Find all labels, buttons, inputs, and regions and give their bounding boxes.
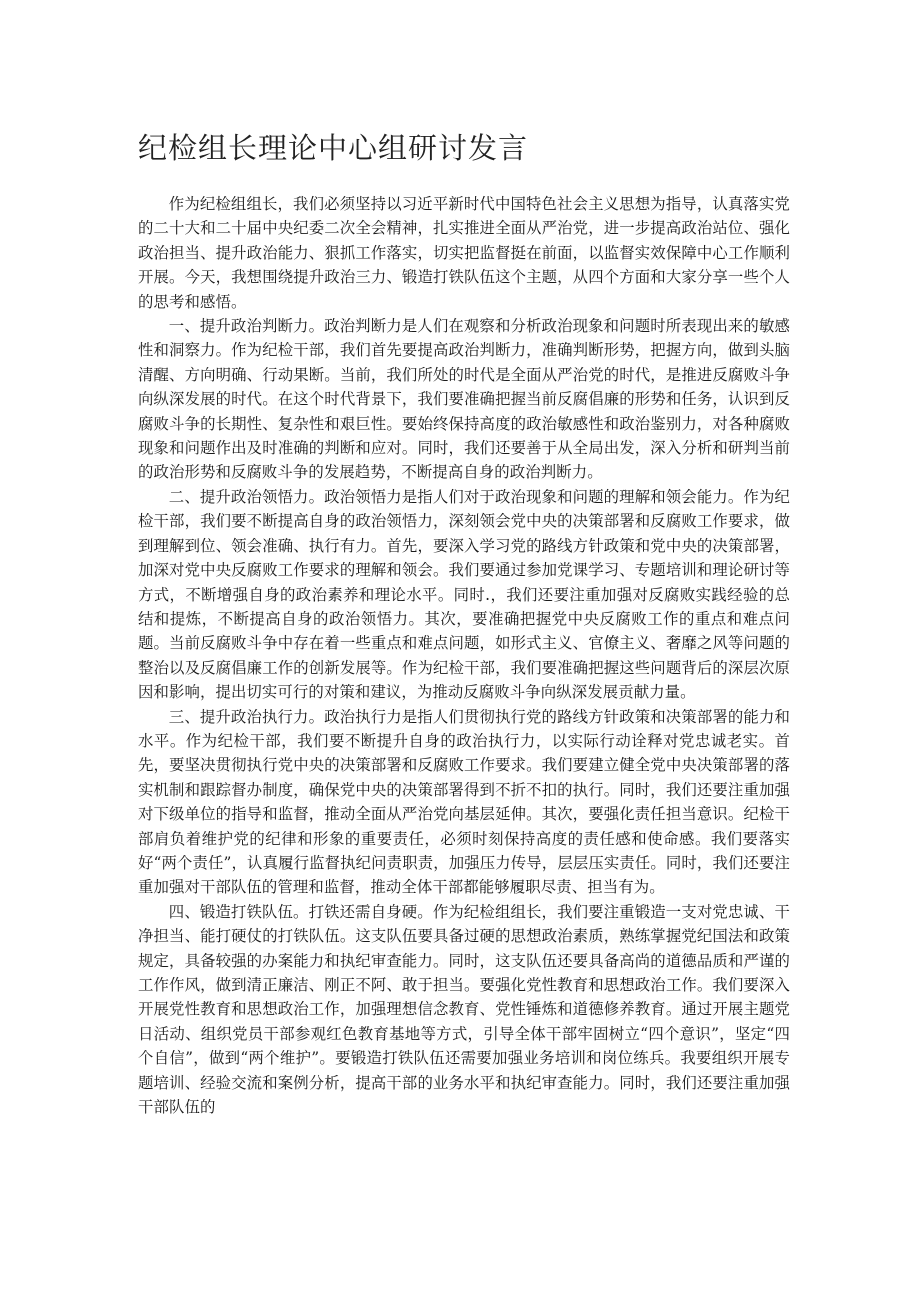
paragraph-section-3: 三、提升政治执行力。政治执行力是指人们贯彻执行党的路线方针政策和决策部署的能力和水平。作为纪检干部，我们要不断提升自身的政治执行力，以实际行动诠释对党忠诚老实。首先，要坚决贯彻执行党中央的决策部署和反腐败工作要求。我们要建立健全党中央决策部署的落实机制和跟踪督办制度，确保党中央的决策部署得到不折不扣的执行。同时，我们还要注重加强对下级单位的指导和监督，推动全面从严治党向基层延伸。其次，要强化责任担当意识。纪检干部肩负着维护党的纪律和形象的重要责任，必须时刻保持高度的责任感和使命感。我们要落实好“两个责任”，认真履行监督执纪问责职责，加强压力传导，层层压实责任。同时，我们还要注重加强对干部队伍的管理和监督，推动全体干部都能够履职尽责、担当有为。 [138, 707, 790, 897]
paragraph-section-1: 一、提升政治判断力。政治判断力是人们在观察和分析政治现象和问题时所表现出来的敏感性和洞察力。作为纪检干部，我们首先要提高政治判断力，准确判断形势，把握方向，做到头脑清醒、方向明确、行动果断。当前，我们所处的时代是全面从严治党的时代，是推进反腐败斗争向纵深发展的时代。在这个时代背景下，我们要准确把握当前反腐倡廉的形势和任务，认识到反腐败斗争的长期性、复杂性和艰巨性。要始终保持高度的政治敏感性和政治鉴别力，对各种腐败现象和问题作出及时准确的判断和应对。同时，我们还要善于从全局出发，深入分析和研判当前的政治形势和反腐败斗争的发展趋势，不断提高自身的政治判断力。 [138, 317, 790, 482]
document-page [138, 128, 790, 1119]
page-title: 纪检组长理论中心组研讨发言 [138, 131, 529, 165]
paragraph-section-2: 二、提升政治领悟力。政治领悟力是指人们对于政治现象和问题的理解和领会能力。作为纪检干部，我们要不断提高自身的政治领悟力，深刻领会党中央的决策部署和反腐败工作要求，做到理解到位、领会准确、执行有力。首先，要深入学习党的路线方针政策和党中央的决策部署，加深对党中央反腐败工作要求的理解和领会。我们要通过参加党课学习、专题培训和理论研讨等方式，不断增强自身的政治素养和理论水平。同时.，我们还要注重加强对反腐败实践经验的总结和提炼，不断提高自身的政治领悟力。其次，要准确把握党中央反腐败工作的重点和难点问题。当前反腐败斗争中存在着一些重点和难点问题，如形式主义、官僚主义、奢靡之风等问题的整治以及反腐倡廉工作的创新发展等。作为纪检干部，我们要准确把握这些问题背后的深层次原因和影响，提出切实可行的对策和建议，为推动反腐败斗争向纵深发展贡献力量。 [138, 487, 790, 702]
paragraph-intro: 作为纪检组组长，我们必须坚持以习近平新时代中国特色社会主义思想为指导，认真落实党的二十大和二十届中央纪委二次全会精神，扎实推进全面从严治党，进一步提高政治站位、强化政治担当、提升政治能力、狠抓工作落实，切实把监督挺在前面，以监督实效保障中心工作顺利开展。今天，我想围绕提升政治三力、锻造打铁队伍这个主题，从四个方面和大家分享一些个人的思考和感悟。 [138, 195, 790, 311]
paragraph-section-4: 四、锻造打铁队伍。打铁还需自身硬。作为纪检组组长，我们要注重锻造一支对党忠诚、干净担当、能打硬仗的打铁队伍。这支队伍要具备过硬的思想政治素质，熟练掌握党纪国法和政策规定，具备较强的办案能力和执纪审查能力。同时，这支队伍还要具备高尚的道德品质和严谨的工作作风，做到清正廉洁、刚正不阿、敢于担当。要强化党性教育和思想政治工作。我们要深入开展党性教育和思想政治工作，加强理想信念教育、党性锤炼和道德修养教育。通过开展主题党日活动、组织党员干部参观红色教育基地等方式，引导全体干部牢固树立“四个意识”，坚定“四个自信”，做到“两个维护”。要锻造打铁队伍还需要加强业务培训和岗位练兵。我要组织开展专题培训、经验交流和案例分析，提高干部的业务水平和执纪审查能力。同时，我们还要注重加强干部队伍的 [138, 902, 790, 1117]
